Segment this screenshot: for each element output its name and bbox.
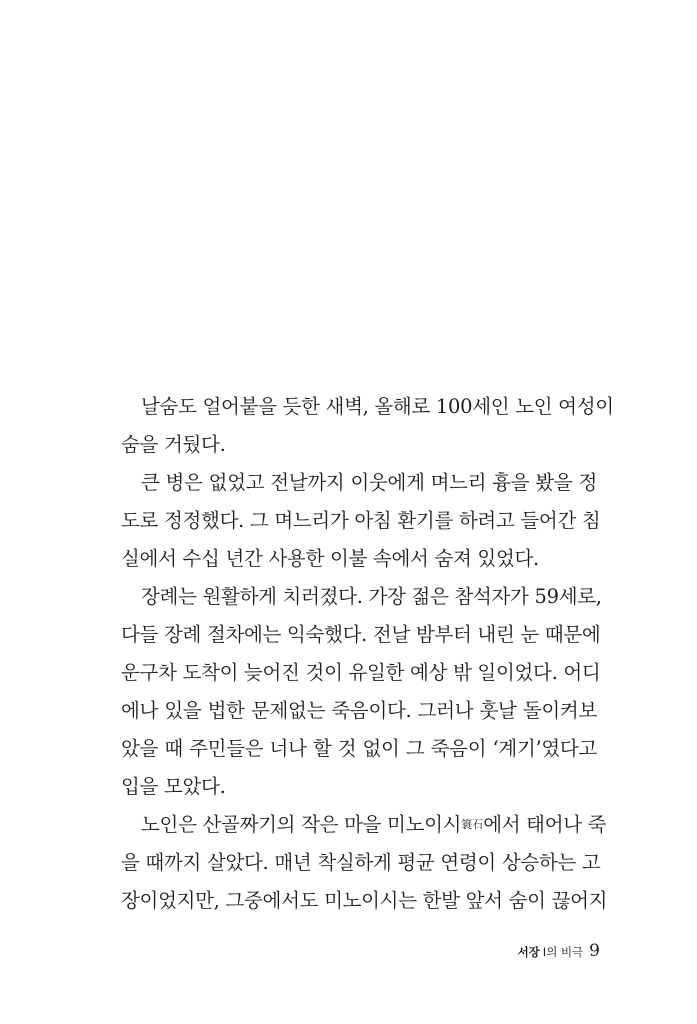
text-line: 았을 때 주민들은 너나 할 것 없이 그 죽음이 ‘계기’였다고 xyxy=(121,737,597,760)
text-line: 장례는 원활하게 치러졌다. 가장 젊은 참석자가 59세로, xyxy=(141,585,602,608)
text-line: 장이었지만, 그중에서도 미노이시는 한발 앞서 숨이 끊어지 xyxy=(121,889,608,912)
page-footer xyxy=(490,941,600,965)
hanja-annotation: 簑石 xyxy=(461,818,484,831)
text-line: 실에서 수십 년간 사용한 이불 속에서 숨져 있었다. xyxy=(121,547,539,570)
page-number: 9 xyxy=(589,941,600,961)
text-line: 큰 병은 없었고 전날까지 이웃에게 며느리 흉을 봤을 정 xyxy=(141,471,597,494)
text-line: 입을 모았다. xyxy=(121,775,226,798)
footer-chapter-title: I의 비극 xyxy=(542,945,584,959)
text-segment: 에서 태어나 죽 xyxy=(483,813,607,836)
text-segment: 노인은 산골짜기의 작은 마을 미노이시 xyxy=(141,813,462,836)
text-line: 에나 있을 법한 문제없는 죽음이다. 그러나 훗날 돌이켜보 xyxy=(121,699,597,722)
text-line: 운구차 도착이 늦어진 것이 유일한 예상 밖 일이었다. 어디 xyxy=(121,661,601,684)
text-line: 을 때까지 살았다. 매년 착실하게 평균 연령이 상승하는 고 xyxy=(121,851,601,874)
text-line: 숨을 거뒀다. xyxy=(121,433,226,456)
text-line: 날숨도 얼어붙을 듯한 새벽, 올해로 100세인 노인 여성이 xyxy=(141,395,614,418)
text-line: 다들 장례 절차에는 익숙했다. 전날 밤부터 내린 눈 때문에 xyxy=(121,623,601,646)
footer-section-title: 서장 xyxy=(517,945,540,959)
text-line: 도로 정정했다. 그 며느리가 아침 환기를 하려고 들어간 침 xyxy=(121,509,601,532)
text-line-with-hanja xyxy=(141,806,607,844)
